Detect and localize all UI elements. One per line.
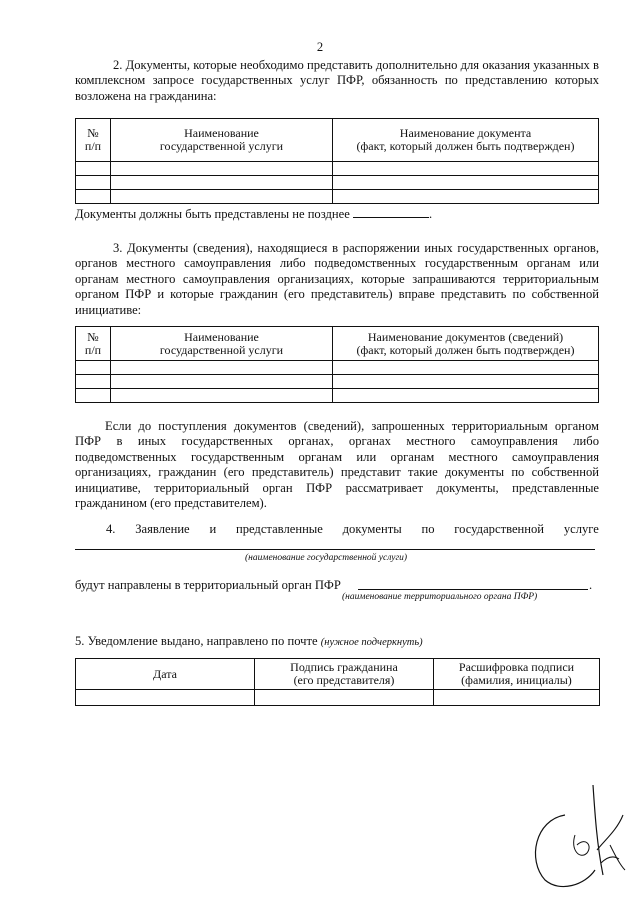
section-5-hint: (нужное подчеркнуть)	[320, 637, 423, 648]
col-decoding-header: Расшифровка подписи (фамилия, инициалы)	[434, 659, 600, 690]
section-4-word: по	[421, 522, 435, 536]
col-document-header: Наименование документов (сведений) (факт, который должен быть подтвержден)	[333, 327, 599, 361]
section-5-line	[75, 634, 423, 649]
section-4-line	[106, 522, 599, 537]
required-documents-table	[75, 118, 599, 204]
table-row	[76, 389, 599, 403]
table-row	[76, 190, 599, 204]
col-service-header: Наименование государственной услуги	[111, 119, 333, 162]
section-4-word: государственной	[454, 522, 545, 536]
section-4-word: и	[209, 522, 217, 536]
col-number-header: № п/п	[76, 119, 111, 162]
deadline-end: .	[428, 207, 433, 221]
requested-documents-table	[75, 326, 599, 403]
table-row	[76, 375, 599, 389]
service-name-caption: (наименование государственной услуги)	[245, 553, 408, 563]
section-5-text: 5. Уведомление выдано, направлено по почте	[75, 634, 318, 648]
table-header-row	[76, 119, 599, 162]
table-row	[76, 690, 600, 706]
section-3-paragraph: 3. Документы (сведения), находящиеся в распоряжении иных государственных органов, органов местного самоуправления либо подведомственных государственным органам или органам местного самоуправления организациях, которые запрашиваются территориальным органом ПФР и которые гражданин (его представитель) вправе представить по собственной инициативе:	[75, 241, 599, 317]
col-number-header: № п/п	[76, 327, 111, 361]
section-2-paragraph: 2. Документы, которые необходимо представить дополнительно для оказания указанных в комплексном запросе государственных услуг ПФР, обязанность по представлению которых возложена на гражданина:	[75, 58, 599, 103]
col-date-header: Дата	[76, 659, 255, 690]
table-row	[76, 162, 599, 176]
office-blank	[358, 589, 588, 590]
section-3-note: Если до поступления документов (сведений), запрошенных территориальным органом ПФР в иных государственных органах, органах местного самоуправления либо подведомственных государственным органам или органам местного самоуправления организациях, гражданин (его представитель) представит такие документы по собственной инициативе, территориальный орган ПФР рассматривает документы, представленные гражданином (его представителем).	[75, 419, 599, 511]
office-caption: (наименование территориального органа ПФР)	[342, 592, 538, 602]
col-document-header: Наименование документа (факт, который должен быть подтвержден)	[333, 119, 599, 162]
office-line	[75, 578, 341, 593]
office-text: будут направлены в территориальный орган ПФР	[75, 578, 341, 592]
table-header-row	[76, 659, 600, 690]
table-header-row	[76, 327, 599, 361]
table-row	[76, 361, 599, 375]
col-signature-header: Подпись гражданина (его представителя)	[255, 659, 434, 690]
deadline-blank	[353, 206, 429, 218]
notification-table	[75, 658, 600, 706]
section-4-word: документы	[342, 522, 402, 536]
section-4-word: Заявление	[135, 522, 190, 536]
section-4-word: услуге	[563, 522, 599, 536]
table-row	[76, 176, 599, 190]
page-number: 2	[316, 40, 324, 54]
service-name-blank	[75, 549, 595, 550]
section-4-word: 4.	[106, 522, 116, 536]
col-service-header: Наименование государственной услуги	[111, 327, 333, 361]
handwritten-signature	[525, 775, 635, 900]
section-4-word: представленные	[235, 522, 323, 536]
office-end: .	[589, 578, 593, 592]
deadline-text: Документы должны быть представлены не позднее	[75, 207, 350, 221]
deadline-line	[75, 206, 432, 222]
